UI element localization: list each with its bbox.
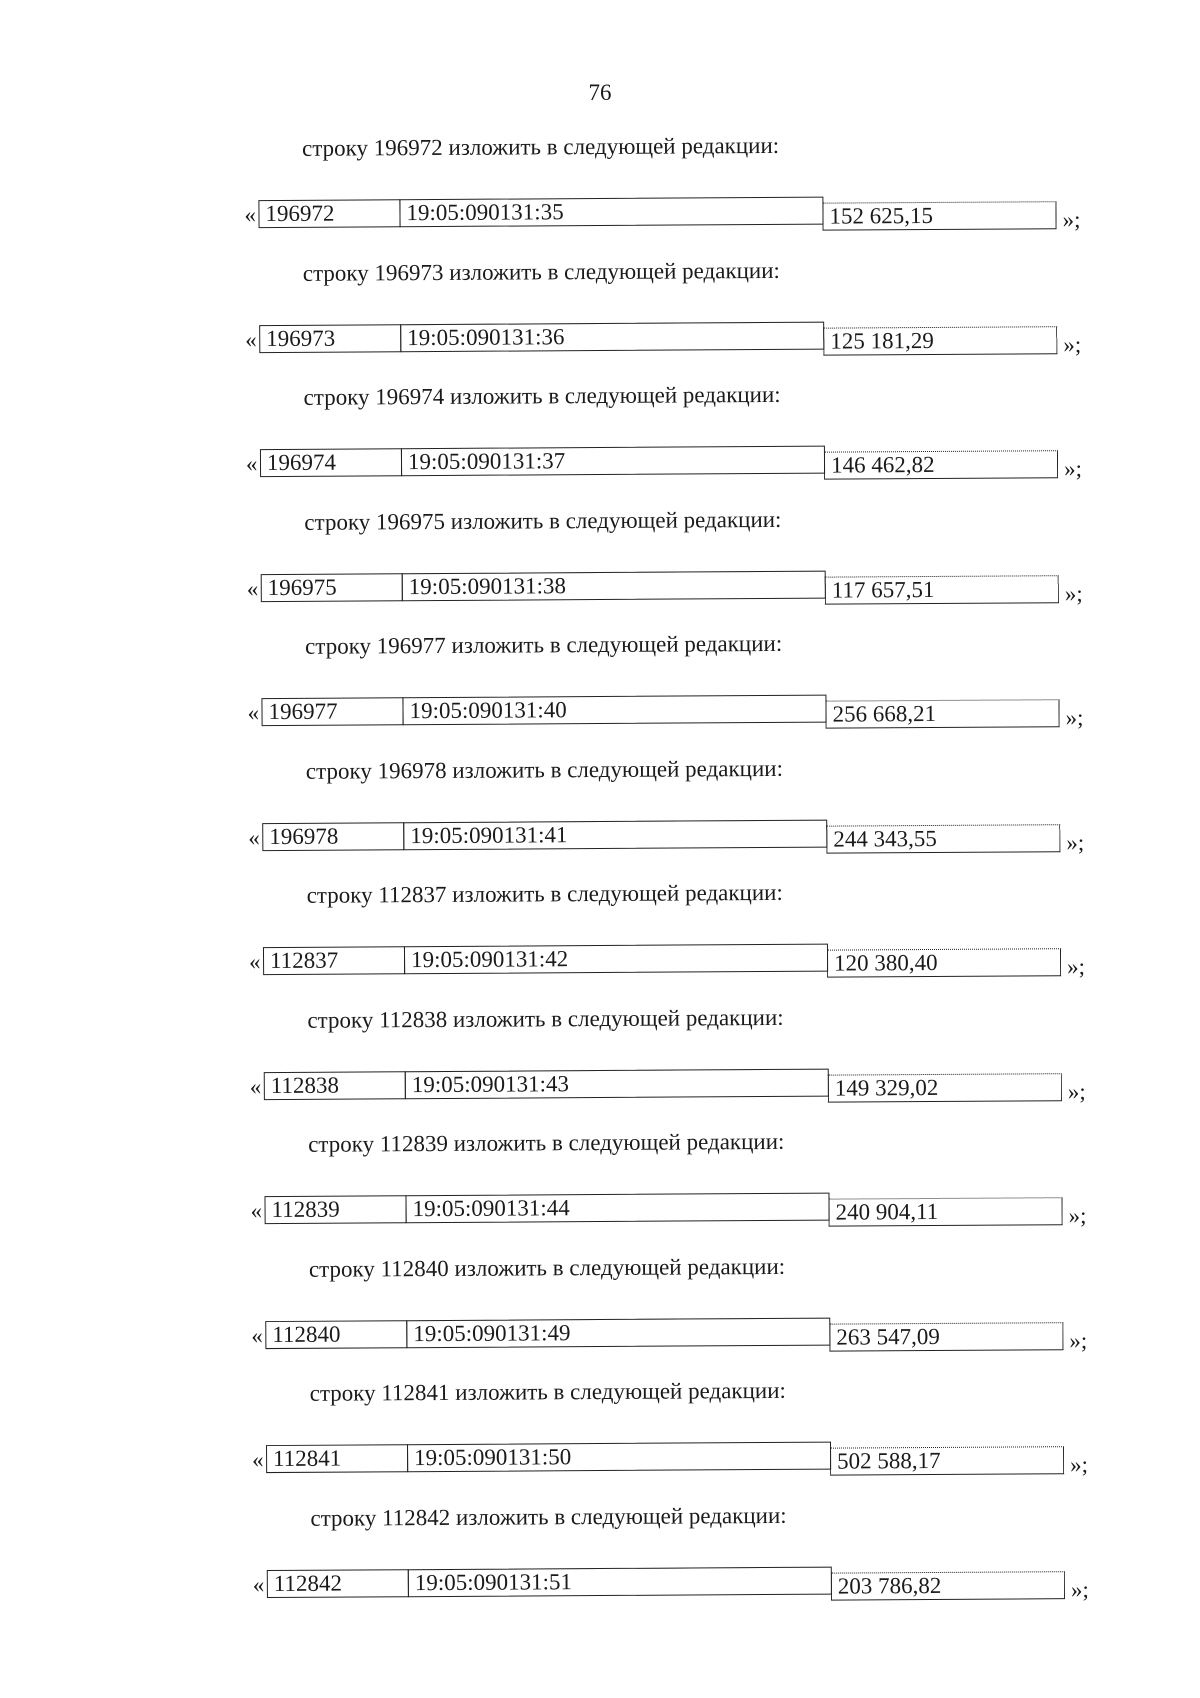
opening-quote: « bbox=[245, 326, 257, 352]
table-row bbox=[250, 1191, 1090, 1230]
table-row bbox=[253, 1565, 1093, 1604]
value-cell: 117 657,51 bbox=[825, 575, 1059, 604]
amendment-intro: строку 196977 изложить в следующей редакции: bbox=[305, 630, 783, 659]
opening-quote: « bbox=[244, 202, 257, 228]
row-number-cell: 196972 bbox=[258, 199, 400, 228]
amendment-intro: строку 196972 изложить в следующей редакции: bbox=[302, 132, 780, 161]
amendment-intro: строку 112838 изложить в следующей редакции: bbox=[307, 1004, 784, 1033]
table-row bbox=[247, 693, 1087, 732]
value-cell: 125 181,29 bbox=[823, 326, 1057, 355]
table-row bbox=[245, 320, 1085, 359]
amendment-entry bbox=[8, 1375, 1200, 1507]
row-number-cell: 196974 bbox=[260, 448, 402, 477]
opening-quote: « bbox=[251, 1322, 263, 1348]
amendment-intro: строку 196975 изложить в следующей редакции: bbox=[304, 506, 782, 535]
value-cell: 146 462,82 bbox=[824, 450, 1058, 479]
amendment-intro: строку 196978 изложить в следующей редакции: bbox=[305, 755, 784, 784]
amendment-intro: строку 196974 изложить в следующей редакции: bbox=[303, 381, 781, 410]
closing-quote: »; bbox=[1066, 829, 1085, 855]
table-row bbox=[246, 444, 1086, 483]
amendment-list bbox=[0, 130, 1200, 1631]
amendment-entry bbox=[2, 379, 1200, 511]
closing-quote: »; bbox=[1067, 954, 1086, 980]
amendment-entry bbox=[8, 1500, 1200, 1632]
closing-quote: »; bbox=[1064, 580, 1083, 606]
opening-quote: « bbox=[248, 949, 261, 975]
value-cell: 149 329,02 bbox=[828, 1073, 1062, 1102]
cadastral-number-cell: 19:05:090131:41 bbox=[403, 819, 827, 850]
amendment-entry bbox=[5, 1002, 1200, 1134]
closing-quote: »; bbox=[1063, 331, 1082, 357]
closing-quote: »; bbox=[1065, 705, 1084, 731]
amendment-entry bbox=[1, 255, 1200, 387]
table-row bbox=[247, 569, 1087, 608]
closing-quote: »; bbox=[1063, 456, 1083, 482]
opening-quote: « bbox=[249, 1073, 262, 1099]
value-cell: 120 380,40 bbox=[827, 948, 1061, 977]
row-number-cell: 112842 bbox=[267, 1569, 409, 1598]
page-number: 76 bbox=[588, 80, 612, 105]
table-row bbox=[248, 818, 1088, 857]
cadastral-number-cell: 19:05:090131:44 bbox=[405, 1193, 829, 1224]
row-number-cell: 112840 bbox=[265, 1320, 407, 1349]
table-row bbox=[250, 1067, 1090, 1106]
value-cell: 203 786,82 bbox=[831, 1571, 1065, 1600]
opening-quote: « bbox=[247, 700, 260, 726]
value-cell: 152 625,15 bbox=[822, 201, 1056, 230]
closing-quote: »; bbox=[1070, 1452, 1089, 1478]
amendment-entry bbox=[4, 753, 1200, 885]
row-number-cell: 112839 bbox=[264, 1195, 406, 1224]
table-row bbox=[244, 195, 1084, 234]
row-number-cell: 196975 bbox=[261, 573, 403, 602]
opening-quote: « bbox=[250, 1198, 263, 1224]
amendment-intro: строку 112837 изложить в следующей редакции: bbox=[306, 879, 783, 908]
value-cell: 263 547,09 bbox=[829, 1322, 1063, 1351]
amendment-intro: строку 112840 изложить в следующей редакции: bbox=[308, 1253, 786, 1282]
cadastral-number-cell: 19:05:090131:51 bbox=[408, 1566, 832, 1597]
opening-quote: « bbox=[252, 1571, 265, 1597]
opening-quote: « bbox=[252, 1447, 264, 1473]
value-cell: 244 343,55 bbox=[826, 824, 1060, 853]
amendment-intro: строку 112841 изложить в следующей редакции: bbox=[309, 1377, 786, 1406]
cadastral-number-cell: 19:05:090131:36 bbox=[400, 321, 824, 352]
row-number-cell: 112841 bbox=[266, 1444, 408, 1473]
closing-quote: »; bbox=[1062, 207, 1081, 233]
row-number-cell: 112838 bbox=[264, 1071, 406, 1100]
table-row bbox=[251, 1316, 1091, 1355]
value-cell: 502 588,17 bbox=[830, 1446, 1064, 1475]
closing-quote: »; bbox=[1069, 1327, 1088, 1353]
cadastral-number-cell: 19:05:090131:42 bbox=[404, 944, 828, 975]
amendment-entry bbox=[0, 130, 1200, 262]
amendment-intro: строку 112842 изложить в следующей редакции: bbox=[310, 1502, 787, 1531]
value-cell: 240 904,11 bbox=[829, 1197, 1063, 1226]
amendment-entry bbox=[7, 1251, 1200, 1383]
table-row bbox=[252, 1440, 1092, 1479]
amendment-entry bbox=[5, 877, 1200, 1009]
row-number-cell: 196978 bbox=[262, 822, 404, 851]
opening-quote: « bbox=[248, 824, 260, 850]
opening-quote: « bbox=[245, 451, 258, 477]
amendment-entry bbox=[6, 1126, 1200, 1258]
cadastral-number-cell: 19:05:090131:35 bbox=[399, 197, 823, 228]
closing-quote: »; bbox=[1070, 1576, 1089, 1602]
closing-quote: »; bbox=[1067, 1078, 1086, 1104]
cadastral-number-cell: 19:05:090131:50 bbox=[407, 1442, 831, 1473]
row-number-cell: 196977 bbox=[261, 697, 403, 726]
cadastral-number-cell: 19:05:090131:37 bbox=[401, 446, 825, 477]
closing-quote: »; bbox=[1068, 1203, 1087, 1229]
cadastral-number-cell: 19:05:090131:43 bbox=[405, 1068, 829, 1099]
amendment-intro: строку 112839 изложить в следующей редакции: bbox=[308, 1128, 785, 1157]
cadastral-number-cell: 19:05:090131:49 bbox=[406, 1317, 830, 1348]
value-cell: 256 668,21 bbox=[825, 699, 1059, 728]
row-number-cell: 112837 bbox=[263, 946, 405, 975]
amendment-entry bbox=[3, 628, 1200, 760]
cadastral-number-cell: 19:05:090131:38 bbox=[402, 570, 826, 601]
row-number-cell: 196973 bbox=[259, 324, 401, 353]
table-row bbox=[249, 942, 1089, 981]
amendment-entry bbox=[2, 504, 1200, 636]
cadastral-number-cell: 19:05:090131:40 bbox=[402, 695, 826, 726]
opening-quote: « bbox=[246, 575, 259, 601]
amendment-intro: строку 196973 изложить в следующей редакции: bbox=[302, 257, 780, 286]
